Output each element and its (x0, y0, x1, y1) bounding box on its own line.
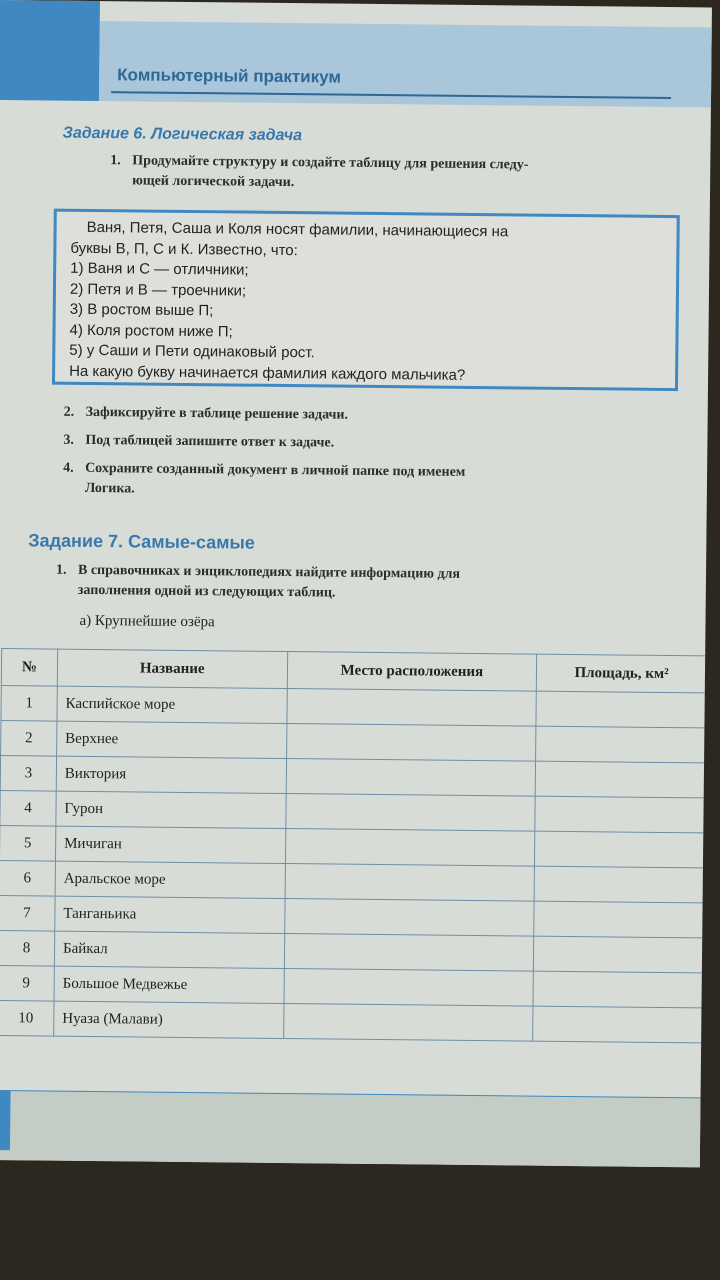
problem-line2: буквы В, П, С и К. Известно, что: (70, 239, 298, 259)
task6-item3 (63, 431, 334, 454)
bottom-tab (0, 1090, 11, 1150)
row-area-cell (533, 971, 703, 1008)
task6-item4-line2: Логика. (84, 480, 135, 497)
row-location-cell (285, 829, 535, 867)
task6-title: Задание 6. Логическая задача (62, 124, 303, 145)
row-lake-name: Танганьика (55, 896, 285, 933)
row-lake-name: Большое Медвежье (54, 966, 284, 1003)
row-number: 8 (0, 931, 55, 967)
task6-item2 (64, 403, 349, 426)
task7-title: Задание 7. Самые-самые (28, 530, 255, 553)
row-number: 1 (1, 686, 57, 722)
task6-item3-text: Под таблицей запишите ответ к задаче. (85, 432, 335, 451)
row-area-cell (534, 936, 704, 973)
header-location: Место расположения (287, 652, 537, 692)
lakes-table (0, 648, 707, 1043)
task6-item1-line2: ющей логической задачи. (132, 173, 295, 191)
row-lake-name: Нуаза (Малави) (54, 1001, 284, 1038)
row-number: 9 (0, 966, 54, 1002)
row-number: 10 (0, 1001, 54, 1037)
task6-item2-num: 2. (63, 404, 75, 420)
row-location-cell (287, 689, 537, 727)
row-location-cell (285, 794, 535, 832)
row-number: 6 (0, 861, 55, 897)
task7-item1-num: 1. (55, 562, 67, 578)
problem-fact-3: 3) В ростом выше П; (69, 300, 214, 320)
row-area-cell (534, 866, 704, 903)
row-area-cell (535, 796, 705, 833)
row-area-cell (536, 726, 706, 763)
row-location-cell (286, 759, 536, 797)
bottom-band (0, 1090, 701, 1167)
row-lake-name: Байкал (54, 931, 284, 968)
corner-tab (0, 0, 100, 101)
row-location-cell (285, 864, 535, 902)
row-location-cell (284, 969, 534, 1007)
row-lake-name: Верхнее (57, 721, 287, 758)
row-location-cell (283, 1004, 533, 1042)
problem-fact-5: 5) у Саши и Пети одинаковый рост. (69, 341, 315, 362)
task6-item1-line1: Продумайте структуру и создайте таблицу для решения следу- (132, 153, 529, 173)
row-area-cell (535, 831, 705, 868)
row-lake-name: Мичиган (55, 826, 285, 863)
row-number: 5 (0, 826, 56, 862)
row-area-cell (536, 691, 706, 728)
row-location-cell (286, 724, 536, 762)
task6-item1-num: 1. (110, 153, 121, 169)
task7-item1-line1: В справочниках и энциклопедиях найдите информацию для (77, 562, 461, 582)
task6-item4-line1: Сохраните созданный документ в личной папке под именем (85, 460, 466, 480)
task6-problem-box (52, 209, 680, 392)
row-number: 2 (1, 721, 57, 757)
problem-fact-4: 4) Коля ростом ниже П; (69, 321, 233, 340)
task7-item1-line2: заполнения одной из следующих таблиц. (77, 582, 336, 601)
row-location-cell (284, 899, 534, 937)
row-lake-name: Гурон (56, 791, 286, 828)
row-number: 4 (0, 791, 56, 827)
row-lake-name: Аральское море (55, 861, 285, 898)
header-name: Название (57, 649, 287, 688)
row-number: 7 (0, 896, 55, 932)
problem-fact-1: 1) Ваня и С — отличники; (70, 259, 249, 279)
header-number: № (1, 649, 57, 687)
row-area-cell (533, 1006, 703, 1043)
row-lake-name: Каспийское море (57, 686, 287, 723)
header-title: Компьютерный практикум (117, 65, 342, 87)
task6-item1 (110, 151, 529, 195)
row-location-cell (284, 934, 534, 972)
problem-question: На какую букву начинается фамилия каждого мальчика? (69, 362, 466, 384)
task6-item2-text: Зафиксируйте в таблице решение задачи. (85, 404, 349, 423)
table-row (0, 1001, 703, 1043)
header-area: Площадь, км² (536, 654, 706, 693)
task6-item4-num: 4. (63, 460, 74, 476)
row-area-cell (535, 761, 705, 798)
task6-item3-num: 3. (63, 432, 74, 448)
problem-fact-2: 2) Петя и В — троечники; (69, 280, 247, 300)
row-lake-name: Виктория (56, 756, 286, 793)
row-area-cell (534, 901, 704, 938)
task6-item4 (63, 459, 466, 503)
task7-sub-a: а) Крупнейшие озёра (79, 612, 215, 631)
problem-line1: Ваня, Петя, Саша и Коля носят фамилии, начинающиеся на (86, 218, 509, 241)
task7-item1 (56, 561, 460, 605)
row-number: 3 (0, 756, 56, 792)
